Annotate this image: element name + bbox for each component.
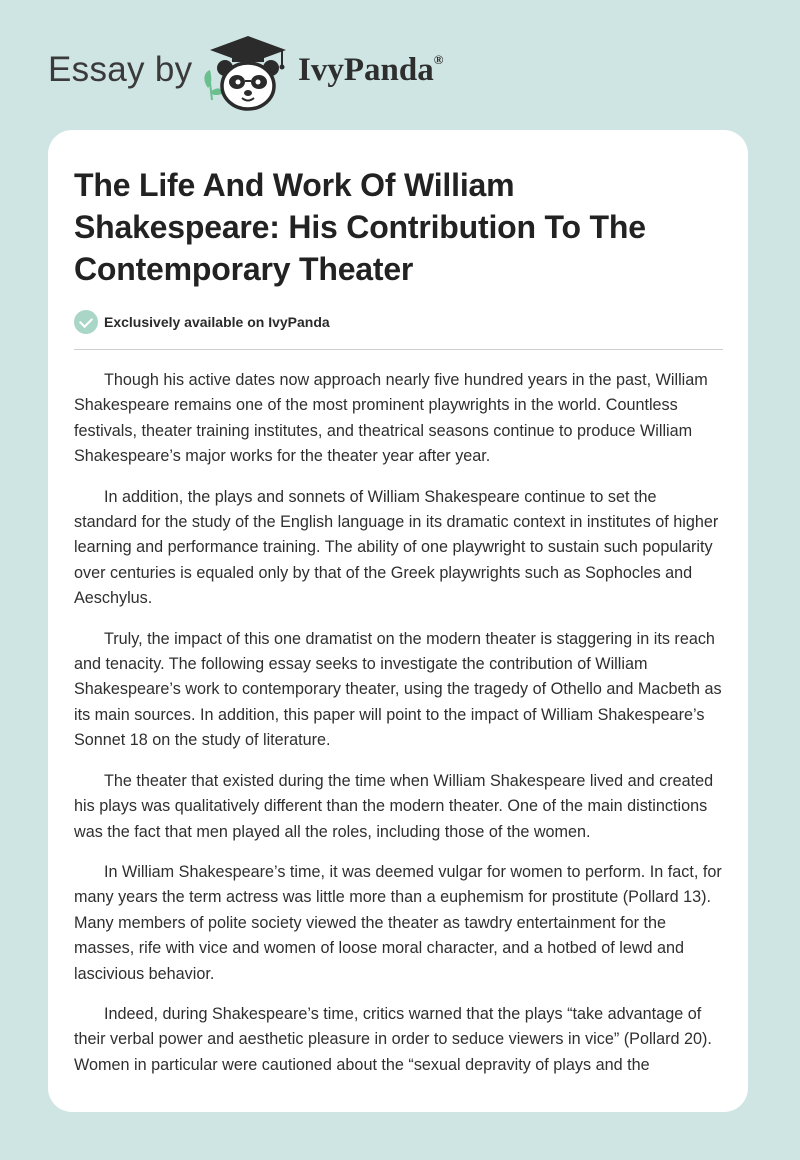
divider — [74, 349, 723, 350]
paragraph: In William Shakespeare’s time, it was deemed vulgar for women to perform. In fact, for many years the term actress was little more than a euphemism for prostitute (Pollard 13). Many members of polite society viewed the theater as tawdry entertainment for the masses, rife with vice and women of loose moral character, and a hotbed of lewd and lascivious behavior. — [74, 862, 722, 983]
paragraph: Truly, the impact of this one dramatist on the modern theater is staggering in its reach and tenacity. The following essay seeks to investigate the contribution of William Shakespeare’s work to contemporary theater, using the tragedy of Othello and Macbeth as its main sources. In addition, this paper will point to the impact of William Shakespeare’s Sonnet 18 on the study of literature. — [74, 629, 722, 750]
paragraph: Though his active dates now approach nearly five hundred years in the past, William Shakespeare remains one of the most prominent playwrights in the world. Countless festivals, theater training institutes, and theatrical seasons continue to produce William Shakespeare’s major works for the theater year after year. — [74, 371, 708, 466]
exclusive-badge-label: Exclusively available on IvyPanda — [104, 314, 330, 330]
essay-by-label: Essay by — [48, 50, 193, 89]
paragraph: Indeed, during Shakespeare’s time, critics warned that the plays “take advantage of their verbal power and aesthetic pleasure in order to seduce viewers in vice” (Pollard 20). Women in particular were cautioned about the “sexual depravity of plays and the — [74, 1004, 712, 1074]
panda-logo-icon[interactable] — [198, 30, 298, 114]
check-icon — [74, 310, 98, 334]
page-title: The Life And Work Of William Shakespeare: His Contribution To The Contemporary Theater — [74, 167, 646, 287]
brand-name[interactable] — [298, 52, 443, 89]
registered-mark: ® — [433, 52, 444, 67]
essay-body — [74, 368, 722, 1078]
exclusive-badge — [74, 310, 722, 334]
paragraph: In addition, the plays and sonnets of William Shakespeare continue to set the standard for the study of the English language in its dramatic context in institutes of higher learning and performance training. The ability of one playwright to sustain such popularity over centuries is equaled only by that of the Greek playwrights such as Sophocles and Aeschylus. — [74, 487, 719, 608]
essay-card — [48, 130, 748, 1112]
site-header — [0, 0, 800, 130]
brand-text: IvyPanda — [298, 52, 434, 88]
paragraph: The theater that existed during the time when William Shakespeare lived and created his plays was qualitatively different than the modern theater. One of the main distinctions was the fact that men played all the roles, including those of the women. — [74, 771, 714, 841]
